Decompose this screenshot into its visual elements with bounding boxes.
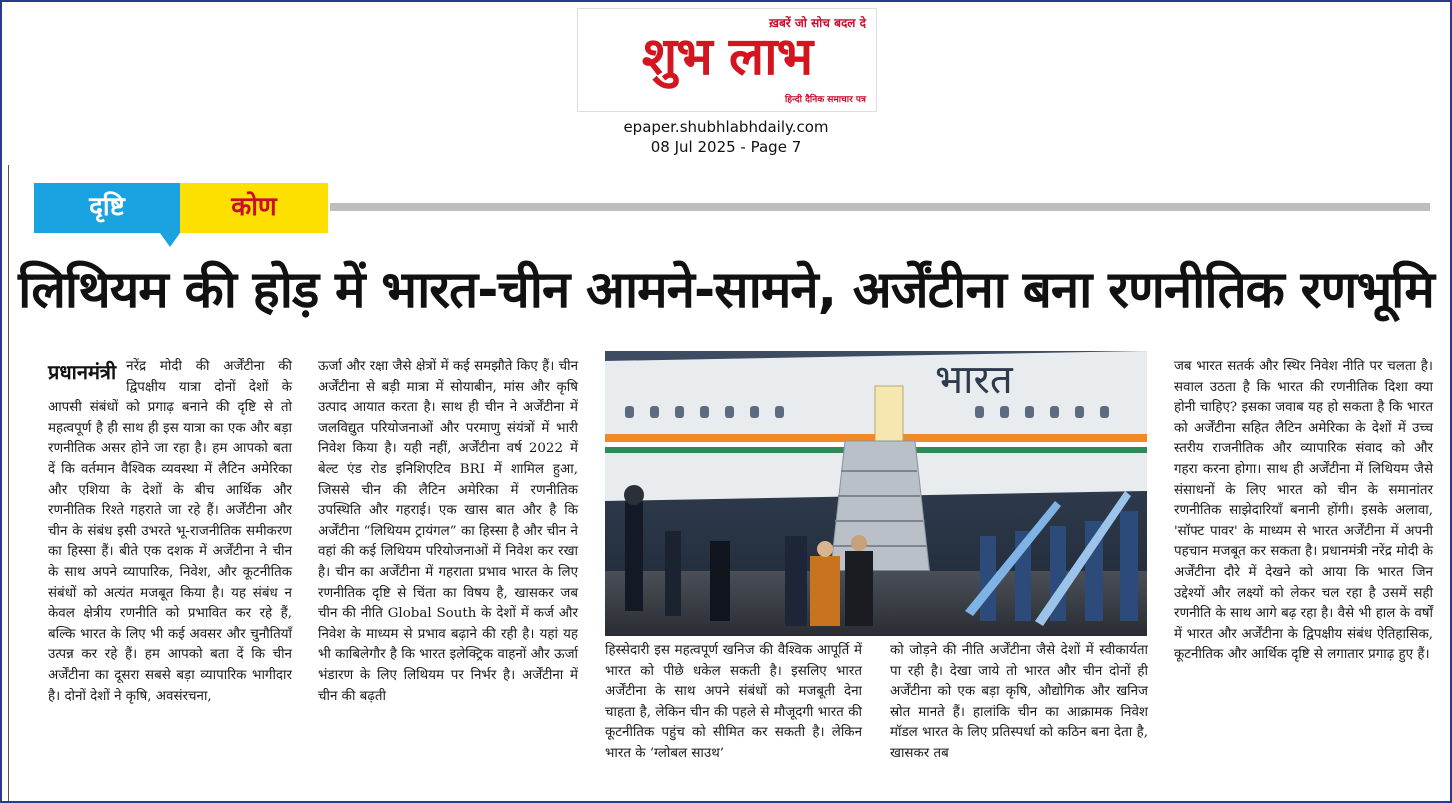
photo-illustration	[605, 351, 1147, 636]
article-photo	[605, 351, 1147, 636]
article-column-5: जब भारत सतर्क और स्थिर निवेश नीति पर चलता है। सवाल उठता है कि भारत की रणनीतिक दिशा क्या होनी चाहिए? इसका जवाब यह हो सकता है कि भारत को अर्जेंटीना सहित लैटिन अमेरिका के देशों में उच्च स्तरीय राजनीतिक और व्यापारिक संवाद को और गहरा करना होगा। साथ ही अर्जेंटीना में लिथियम जैसे संसाधनों के लिए भारत को चीन के समानांतर रणनीतिक साझेदारियाँ बनानी होंगी। इसके अलावा, 'सॉफ्ट पावर' के माध्यम से भारत अर्जेंटीना में अपनी पहचान मजबूत कर सकता है। प्रधानमंत्री नरेंद्र मोदी के अर्जेंटीना दौरे में देखने को आया कि भारत जिन उद्देश्यों और लक्ष्यों को लेकर चल रहा है उसमें सही रणनीति के साथ आगे बढ़ रहा है। वैसे भी हाल के वर्षों में भारत और अर्जेंटीना के द्विपक्षीय संबंध ऐतिहासिक, कूटनीतिक और आर्थिक दृष्टि से लगातार प्रगाढ़ हुए हैं।	[1174, 359, 1433, 663]
masthead-title: शुभ लाभ	[641, 27, 813, 87]
article-headline: लिथियम की होड़ में भारत-चीन आमने-सामने, अर्जेंटीना बना रणनीतिक रणभूमि	[18, 261, 1434, 320]
section-tag-secondary: कोण	[180, 183, 328, 233]
section-tag-primary: दृष्टि	[34, 183, 180, 233]
section-tag-pointer	[160, 233, 180, 247]
masthead-tagline: ख़बरें जो सोच बदल दे	[769, 16, 866, 30]
website-url[interactable]: epaper.shubhlabhdaily.com	[623, 118, 829, 136]
column-1-text: नरेंद्र मोदी की अर्जेंटीना की द्विपक्षीय यात्रा दोनों देशों के आपसी संबंधों को प्रगाढ़ बनाने की दृष्टि से तो महत्वपूर्ण है ही साथ ही इस यात्रा का एक और बड़ा रणनीतिक असर होने जा रहा है। हम आपको बता दें कि वर्तमान वैश्विक व्यवस्था में लैटिन अमेरिका और एशिया के देशों के बीच आर्थिक और रणनीतिक रिश्ते गहराते जा रहे हैं। अर्जेंटीना और चीन के संबंध इसी उभरते भू-राजनीतिक समीकरण का हिस्सा हैं। बीते एक दशक में अर्जेंटीना ने चीन के साथ अपने व्यापारिक, निवेश, और कूटनीतिक संबंधों को अत्यंत मजबूत किया है। यह संबंध न केवल क्षेत्रीय रणनीति को प्रभावित कर रहे हैं, बल्कि भारत के लिए भी कई अवसर और चुनौतियाँ उत्पन्न कर रहे हैं। हम आपको बता दें कि चीन अर्जेंटीना का दूसरा सबसे बड़ा व्यापारिक भागीदार है। दोनों देशों ने कृषि, अवसंरचना,	[48, 359, 292, 704]
article-column-2: ऊर्जा और रक्षा जैसे क्षेत्रों में कई समझौते किए हैं। चीन अर्जेंटीना से बड़ी मात्रा में सोयाबीन, मांस और कृषि उत्पाद आयात करता है। साथ ही चीन ने अर्जेंटीना में जलविद्युत परियोजनाओं और परमाणु संयंत्रों में भारी निवेश किया है। यही नहीं, अर्जेंटीना वर्ष 2022 में बेल्ट एंड रोड इनिशिएटिव BRI में शामिल हुआ, जिससे चीन की लैटिन अमेरिका में रणनीतिक उपस्थिति और गहराई। एक खास बात और है कि अर्जेंटीना “लिथियम ट्रायंगल” का हिस्सा है और चीन ने वहां की कई लिथियम परियोजनाओं में निवेश कर रखा है। चीन का अर्जेंटीना में गहराता प्रभाव भारत के लिए रणनीतिक दृष्टि से चिंता का विषय है, खासकर जब चीन की नीति Global South के देशों में कर्ज और निवेश के माध्यम से प्रभाव बढ़ाने की रही है। यहां यह भी काबिलेगौर है कि भारत इलेक्ट्रिक वाहनों और ऊर्जा भंडारण के लिए लिथियम पर निर्भर है। अर्जेंटीना में चीन की बढ़ती	[318, 359, 578, 704]
masthead-subtitle: हिन्दी दैनिक समाचार पत्र	[784, 95, 866, 105]
masthead-logo[interactable]	[577, 8, 877, 112]
lead-word: प्रधानमंत्री	[48, 360, 117, 384]
aircraft-lettering: भारत	[935, 357, 1013, 403]
edition-date: 08 Jul 2025 - Page 7	[650, 138, 802, 156]
article-column-4: को जोड़ने की नीति अर्जेंटीना जैसे देशों में स्वीकार्यता पा रही है। देखा जाये तो भारत और चीन दोनों ही अर्जेंटीना को एक बड़ा कृषि, औद्योगिक और खनिज स्रोत मानते हैं। हालांकि चीन का आक्रामक निवेश मॉडल भारत के लिए प्रतिस्पर्धा को कठिन बना देता है, खासकर तब	[890, 643, 1148, 761]
article-column-3: हिस्सेदारी इस महत्वपूर्ण खनिज की वैश्विक आपूर्ति में भारत को पीछे धकेल सकती है। इसलिए भारत अर्जेंटीना के साथ अपने संबंधों को मजबूती देना चाहता है, लेकिन चीन की पहले से मौजूदगी भारत की कूटनीतिक पहुंच को सीमित कर सकती है। लेकिन भारत के ‘ग्लोबल साउथ’	[605, 643, 862, 761]
section-rule	[330, 203, 1430, 211]
article-column-1	[48, 357, 292, 707]
